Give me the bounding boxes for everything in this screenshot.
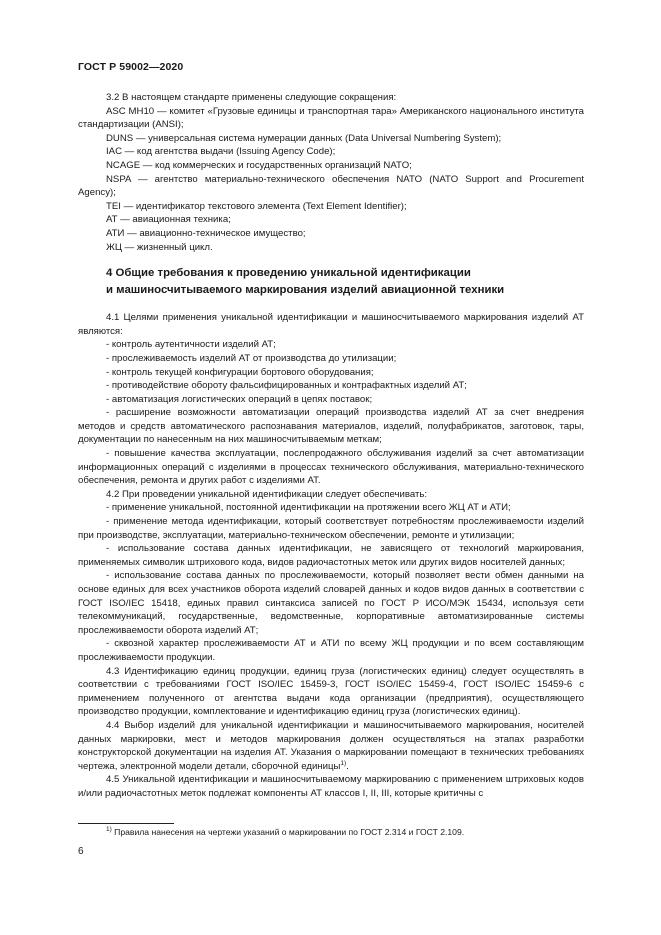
page-number: 6: [78, 846, 84, 857]
standard-header: ГОСТ Р 59002—2020: [78, 61, 184, 73]
list-item: - использование состава данных по прослеживаемости, который позволяет вести обмен данными на основе единых для всех участников оборота изделий словарей данных и кодов видов данных в соответствии с ГОСТ ISO/IEC 15418, единых правил синтаксиса записей по ГОСТ Р ИСО/МЭК 15434, используя сети телекоммуникаций, государственные, ведомственные, корпоративные автоматизированные системы прослеживаемости оборота изделий АТ;: [78, 570, 584, 636]
list-item: - применение уникальной, постоянной идентификации на протяжении всего ЖЦ АТ и АТИ;: [106, 502, 511, 514]
paragraph-4-1: 4.1 Целями применения уникальной идентификации и машиносчитываемого маркирования изделий АТ являются:: [78, 312, 584, 337]
list-item: - применение метода идентификации, который соответствует потребностям прослеживаемости изделий при производстве, эксплуатации, материально-техническом обеспечении, ремонте и утилизации;: [78, 516, 584, 541]
abbreviation-item: АТ — авиационная техника;: [106, 214, 231, 226]
paragraph-4-3: 4.3 Идентификацию единиц продукции, единиц груза (логистических единиц) следует осуществлять в соответствии с требованиями ГОСТ ISO/IEC 15459-3, ГОСТ ISO/IEC 15459-4, ГОСТ ISO/IEC 15459-6 с применением полученного от агентства выдачи кода организации (предприятия), осуществляющего производство продукции, комплектование и идентификацию единиц груза (логистических единиц).: [78, 665, 584, 718]
list-4-1: [78, 338, 584, 488]
section-4-heading: [78, 265, 584, 299]
abbreviation-item: ASC MH10 — комитет «Грузовые единицы и транспортная тара» Американского национального института стандартизации (ANSI);: [78, 105, 584, 131]
list-item: - сквозной характер прослеживаемости АТ и АТИ по всему ЖЦ продукции и по всем составляющим прослеживаемости продукции.: [78, 638, 584, 663]
footnote-mark: 1): [106, 826, 112, 833]
abbreviation-item: DUNS — универсальная система нумерации данных (Data Universal Numbering System);: [106, 132, 502, 144]
list-item: - прослеживаемость изделий АТ от производства до утилизации;: [106, 352, 397, 364]
section-3-2-intro: 3.2 В настоящем стандарте применены следующие сокращения:: [106, 92, 397, 103]
abbreviation-item: NCAGE — код коммерческих и государственных организаций NATO;: [106, 159, 412, 171]
document-body: [78, 91, 584, 801]
list-item: - контроль текущей конфигурации бортового оборудования;: [106, 366, 374, 378]
list-item: - противодействие обороту фальсифицированных и контрафактных изделий АТ;: [106, 380, 467, 392]
list-item: - автоматизация логистических операций в цепях поставок;: [106, 393, 373, 405]
abbreviation-item: АТИ — авиационно-техническое имущество;: [106, 227, 306, 239]
paragraph-4-4-end: .: [346, 760, 349, 772]
list-item: - контроль аутентичности изделий АТ;: [106, 339, 276, 351]
paragraph-4-2: 4.2 При проведении уникальной идентификации следует обеспечивать:: [106, 488, 428, 500]
abbreviation-item: NSPA — агентство материально-технического обеспечения NATO (NATO Support and Procurement Agency);: [78, 173, 584, 199]
abbreviation-item: TEI — идентификатор текстового элемента (Text Element Identifier);: [106, 200, 407, 212]
list-4-2: [78, 501, 584, 664]
abbreviation-list: [78, 105, 584, 255]
footnote: [78, 827, 584, 838]
list-item: - использование состава данных идентификации, не зависящего от технологий маркирования, применяемых символик штрихового кода, видов радиочастотных меток или других видов носителей данных;: [78, 543, 584, 568]
section-4-heading-line-1: 4 Общие требования к проведению уникальной идентификации: [106, 267, 471, 280]
section-4-heading-line-2: и машиносчитываемого маркирования изделий авиационной техники: [106, 284, 505, 297]
footnote-reference[interactable]: 1): [340, 759, 347, 767]
list-item: - расширение возможности автоматизации операций производства изделий АТ за счет внедрения методов и средств автоматического распознавания материалов, изделий, полуфабрикатов, заготовок, тары, документации по нанесенным на них машиносчитываемым меткам;: [78, 407, 584, 446]
footnote-text: Правила нанесения на чертежи указаний о маркировании по ГОСТ 2.314 и ГОСТ 2.109.: [111, 827, 465, 837]
abbreviation-item: IAC — код агентства выдачи (Issuing Agency Code);: [106, 146, 336, 158]
paragraph-4-4-text: 4.4 Выбор изделий для уникальной идентификации и машиносчитываемого маркирования, носителей данных маркировки, мест и методов маркирования должен осуществляться на этапах разработки конструкторской документации на изделия АТ. Указания о маркировании помещают в технических требованиях чертежа, электронной модели детали, сборочной единицы: [78, 719, 584, 772]
paragraph-4-5: 4.5 Уникальной идентификации и машиносчитываемому маркированию с применением штриховых кодов и/или радиочастотных меток подлежат компоненты АТ классов I, II, III, которые критичны с: [78, 774, 584, 799]
paragraph-4-4: [78, 719, 584, 773]
list-item: - повышение качества эксплуатации, послепродажного обслуживания изделий за счет автоматизации информационных операций с изделиями в процессах технического обслуживания, материально-технического обеспечения, ремонта и других работ с изделиями АТ.: [78, 448, 584, 487]
abbreviation-item: ЖЦ — жизненный цикл.: [106, 241, 213, 253]
footnote-divider: [78, 823, 174, 824]
